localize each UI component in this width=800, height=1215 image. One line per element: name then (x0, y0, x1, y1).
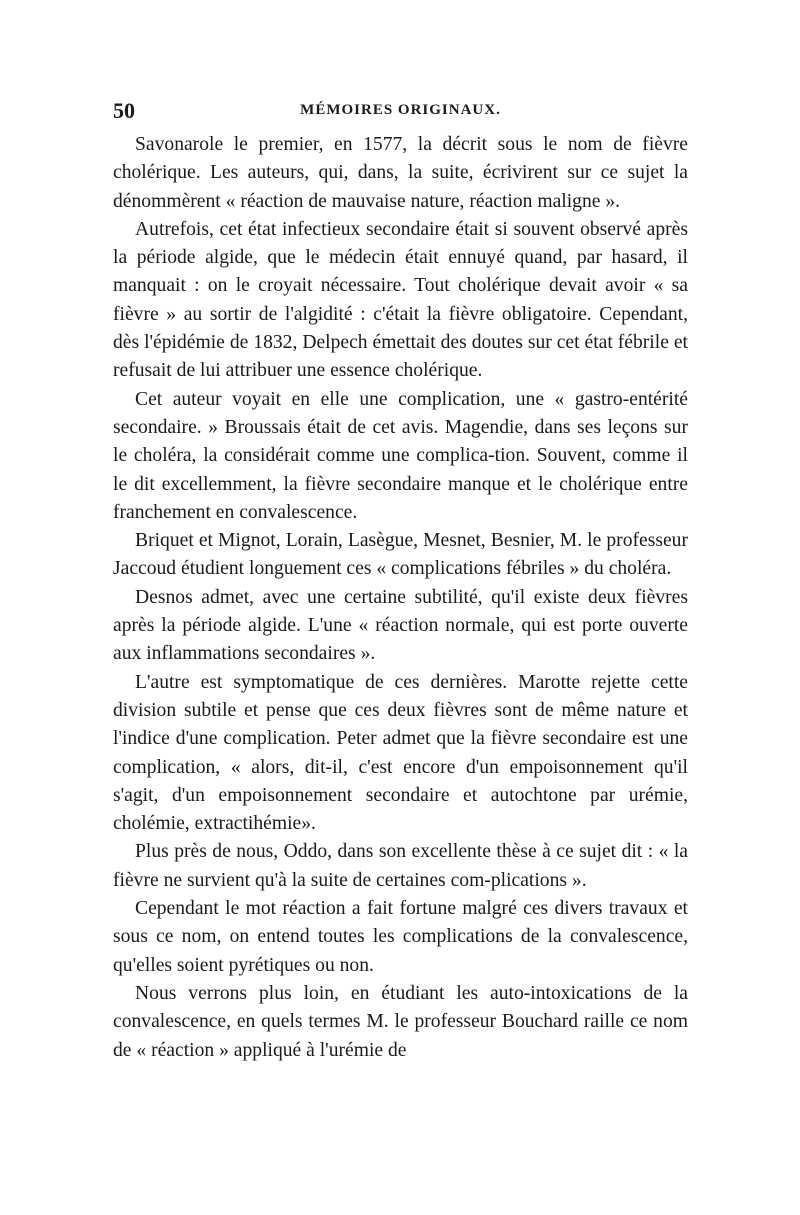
running-head: MÉMOIRES ORIGINAUX. (300, 102, 501, 118)
paragraph: Savonarole le premier, en 1577, la décrit sous le nom de fièvre cholérique. Les auteurs, qui, dans, la suite, écrivirent sur ce sujet la dénommèrent « réaction de mauvaise nature, réaction maligne ». (113, 134, 688, 212)
paragraph: Autrefois, cet état infectieux secondaire était si souvent observé après la période algide, que le médecin était ennuyé quand, par hasard, il manquait : on le croyait nécessaire. Tout cholérique devait avoir « sa fièvre » au sortir de l'algidité : c'était la fièvre obligatoire. Cependant, dès l'épidémie de 1832, Delpech émettait des doutes sur cet état fébrile et refusait de lui attribuer une essence cholérique. (113, 218, 688, 382)
paragraph: L'autre est symptomatique de ces dernières. Marotte rejette cette division subtile et pense que ces deux fièvres sont de même nature et l'indice d'une complication. Peter admet que la fièvre secondaire est une complication, « alors, dit-il, c'est encore d'un empoisonnement qu'il s'agit, d'un empoisonnement secondaire et autochtone par urémie, cholémie, extractihémie». (113, 671, 688, 835)
page-number: 50 (113, 98, 135, 123)
paragraph: Cet auteur voyait en elle une complication, une « gastro-entérité secondaire. » Broussais était de cet avis. Magendie, dans ses leçons sur le choléra, la considérait comme une complica-tion. Souvent, comme il le dit excellemment, la fièvre secondaire manque et le cholérique entre franchement en convalescence. (113, 388, 688, 523)
paragraph: Cependant le mot réaction a fait fortune malgré ces divers travaux et sous ce nom, on entend toutes les complications de la convalescence, qu'elles soient pyrétiques ou non. (113, 898, 688, 976)
paragraph: Briquet et Mignot, Lorain, Lasègue, Mesnet, Besnier, M. le professeur Jaccoud étudient longuement ces « complications fébriles » du choléra. (113, 530, 688, 580)
paragraph: Plus près de nous, Oddo, dans son excellente thèse à ce sujet dit : « la fièvre ne survient qu'à la suite de certaines com-plications ». (113, 841, 688, 891)
paragraph: Desnos admet, avec une certaine subtilité, qu'il existe deux fièvres après la période algide. L'une « réaction normale, qui est porte ouverte aux inflammations secondaires ». (113, 586, 688, 665)
paragraph: Nous verrons plus loin, en étudiant les auto-intoxications de la convalescence, en quels termes M. le professeur Bouchard raille ce nom de « réaction » appliqué à l'urémie de (113, 982, 688, 1061)
body-text (113, 131, 688, 1065)
page-header (113, 98, 688, 128)
